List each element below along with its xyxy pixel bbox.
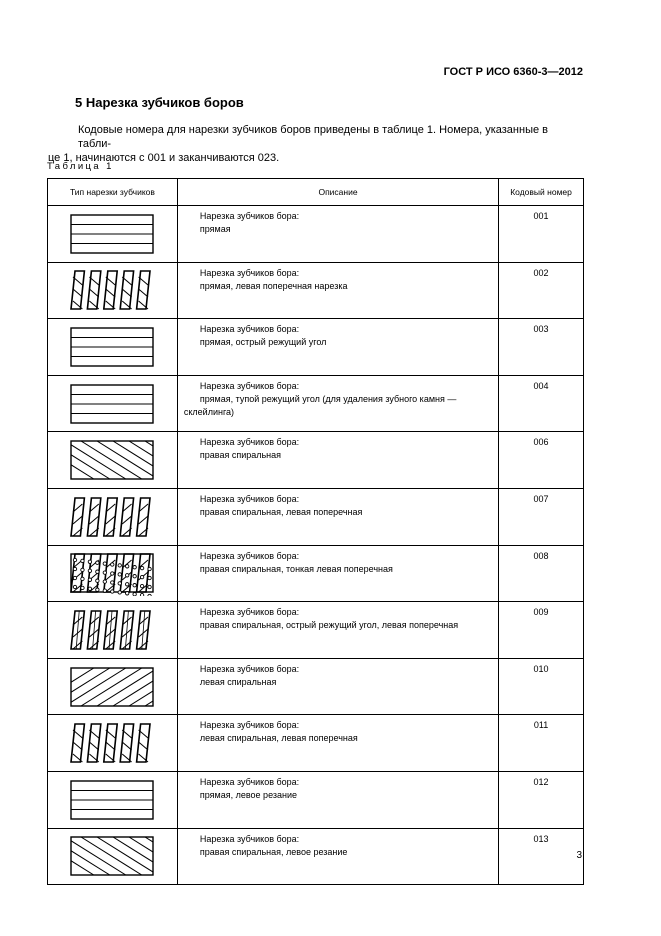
table-caption: Таблица 1 bbox=[47, 161, 114, 172]
right-spiral-icon bbox=[64, 437, 160, 483]
code-cell: 002 bbox=[499, 262, 584, 319]
document-standard-header: ГОСТ Р ИСО 6360-3—2012 bbox=[443, 66, 583, 78]
description-line-2: прямая, левая поперечная нарезка bbox=[199, 280, 348, 291]
description-line-1: Нарезка зубчиков бора: bbox=[199, 607, 300, 618]
code-cell: 008 bbox=[499, 545, 584, 602]
description-line-2: правая спиральная, левая поперечная bbox=[199, 506, 363, 517]
cut-types-table bbox=[47, 178, 584, 885]
cut-type-cell bbox=[48, 262, 178, 319]
description-line-2: прямая, острый режущий угол bbox=[199, 337, 327, 348]
intro-line-1: Кодовые номера для нарезки зубчиков боров приведены в таблице 1. Номера, указанные в табли- bbox=[78, 124, 549, 150]
table-row bbox=[48, 488, 584, 545]
table-row bbox=[48, 319, 584, 376]
description-cell bbox=[177, 658, 498, 715]
table-row bbox=[48, 828, 584, 885]
code-cell: 010 bbox=[499, 658, 584, 715]
description-cell bbox=[177, 206, 498, 263]
right-spiral-left-crosscut-icon bbox=[64, 494, 160, 540]
code-cell: 003 bbox=[499, 319, 584, 376]
description-line-1: Нарезка зубчиков бора: bbox=[199, 437, 300, 448]
cut-type-cell bbox=[48, 602, 178, 659]
cut-type-cell bbox=[48, 828, 178, 885]
description-line-2: левая спиральная bbox=[199, 676, 277, 687]
left-spiral-left-crosscut-icon bbox=[64, 720, 160, 766]
description-line-2: правая спиральная bbox=[199, 450, 282, 461]
description-line-2: левая спиральная, левая поперечная bbox=[199, 733, 358, 744]
description-line-2: правая спиральная, левое резание bbox=[199, 846, 348, 857]
table-row bbox=[48, 375, 584, 432]
table-row bbox=[48, 206, 584, 263]
description-line-1: Нарезка зубчиков бора: bbox=[199, 380, 300, 391]
description-cell bbox=[177, 771, 498, 828]
cut-type-cell bbox=[48, 545, 178, 602]
straight-left-cutting-icon bbox=[64, 777, 160, 823]
code-cell: 001 bbox=[499, 206, 584, 263]
left-spiral-icon bbox=[64, 664, 160, 710]
code-cell: 012 bbox=[499, 771, 584, 828]
description-line-1: Нарезка зубчиков бора: bbox=[199, 550, 300, 561]
header-cut-type: Тип нарезки зубчиков bbox=[48, 179, 178, 206]
description-line-2: прямая, левое резание bbox=[199, 789, 298, 800]
section-title: 5 Нарезка зубчиков боров bbox=[75, 95, 244, 110]
table-row bbox=[48, 262, 584, 319]
table-row bbox=[48, 658, 584, 715]
code-cell: 004 bbox=[499, 375, 584, 432]
header-code: Кодовый номер bbox=[499, 179, 584, 206]
table-header-row bbox=[48, 179, 584, 206]
cut-type-cell bbox=[48, 715, 178, 772]
description-cell bbox=[177, 432, 498, 489]
intro-paragraph bbox=[48, 123, 582, 165]
cut-type-cell bbox=[48, 488, 178, 545]
description-line-1: Нарезка зубчиков бора: bbox=[199, 720, 300, 731]
description-cell bbox=[177, 545, 498, 602]
description-line-1: Нарезка зубчиков бора: bbox=[199, 267, 300, 278]
description-cell bbox=[177, 602, 498, 659]
description-line-1: Нарезка зубчиков бора: bbox=[199, 493, 300, 504]
cut-type-cell bbox=[48, 771, 178, 828]
code-cell: 009 bbox=[499, 602, 584, 659]
description-line-1: Нарезка зубчиков бора: bbox=[199, 324, 300, 335]
cut-type-cell bbox=[48, 319, 178, 376]
cut-type-cell bbox=[48, 432, 178, 489]
page-number: 3 bbox=[576, 850, 582, 861]
header-description: Описание bbox=[177, 179, 498, 206]
table-row bbox=[48, 715, 584, 772]
description-line-1: Нарезка зубчиков бора: bbox=[199, 833, 300, 844]
cut-type-cell bbox=[48, 375, 178, 432]
cut-type-cell bbox=[48, 658, 178, 715]
description-cell bbox=[177, 262, 498, 319]
cut-type-cell bbox=[48, 206, 178, 263]
description-cell bbox=[177, 488, 498, 545]
table-row bbox=[48, 432, 584, 489]
straight-blunt-angle-icon bbox=[64, 381, 160, 427]
code-cell: 007 bbox=[499, 488, 584, 545]
table-row bbox=[48, 602, 584, 659]
code-cell: 011 bbox=[499, 715, 584, 772]
code-cell: 006 bbox=[499, 432, 584, 489]
intro-line-2: це 1, начинаются с 001 и заканчиваются 023. bbox=[48, 152, 280, 164]
description-cell bbox=[177, 319, 498, 376]
table-row bbox=[48, 771, 584, 828]
right-spiral-left-cutting-icon bbox=[64, 833, 160, 879]
code-cell: 013 bbox=[499, 828, 584, 885]
straight-left-crosscut-icon bbox=[64, 267, 160, 313]
right-spiral-sharp-crosscut-icon bbox=[64, 607, 160, 653]
description-line-2: правая спиральная, тонкая левая поперечная bbox=[199, 563, 393, 574]
description-line-1: Нарезка зубчиков бора: bbox=[199, 211, 300, 221]
description-line-2: прямая bbox=[199, 224, 231, 234]
table-row bbox=[48, 545, 584, 602]
description-line-1: Нарезка зубчиков бора: bbox=[199, 663, 300, 674]
straight-cut-icon bbox=[64, 211, 160, 257]
straight-sharp-angle-icon bbox=[64, 324, 160, 370]
description-cell bbox=[177, 375, 498, 432]
description-cell bbox=[177, 828, 498, 885]
description-line-2: правая спиральная, острый режущий угол, левая поперечная bbox=[199, 620, 459, 631]
description-line-2: прямая, тупой режущий угол (для удаления зубного камня — склейлинга) bbox=[183, 393, 457, 417]
description-cell bbox=[177, 715, 498, 772]
right-spiral-fine-crosscut-icon bbox=[64, 550, 160, 596]
description-line-1: Нарезка зубчиков бора: bbox=[199, 776, 300, 787]
